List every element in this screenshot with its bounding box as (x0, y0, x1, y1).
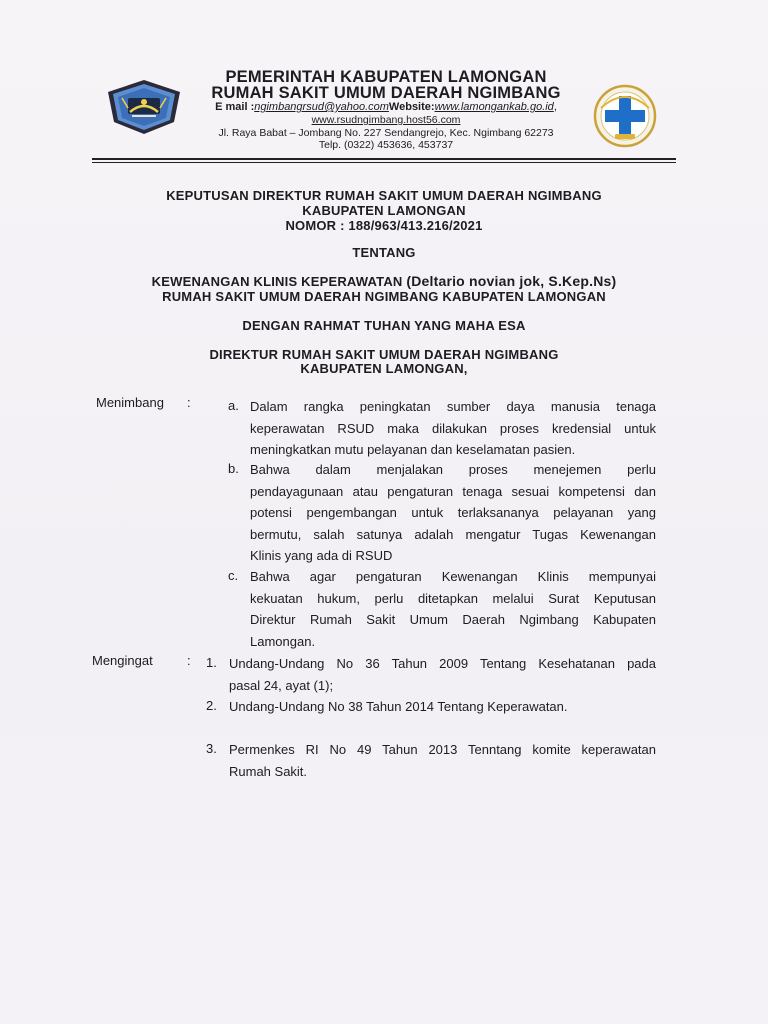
menimbang-item-b (250, 459, 656, 567)
menimbang-label: Menimbang (96, 395, 164, 410)
letterhead-divider-thick (92, 158, 676, 160)
tentang-heading: TENTANG (352, 245, 416, 260)
mengingat-item-3 (229, 739, 656, 782)
decision-title: KEPUTUSAN DIREKTUR RUMAH SAKIT UMUM DAERAH NGIMBANG (166, 188, 602, 203)
director-heading-regency: KABUPATEN LAMONGAN, (300, 361, 468, 376)
mengingat-colon: : (187, 653, 191, 668)
invocation-line: DENGAN RAHMAT TUHAN YANG MAHA ESA (242, 318, 526, 333)
letterhead-contact-line (186, 101, 586, 113)
text-line: keperawatan RSUD maka dilakukan proses kredensial untuk (250, 420, 656, 436)
text-line: potensi pengembangan untuk terlaksananya pelayanan yang (250, 505, 656, 520)
text-line: Undang-Undang No 36 Tahun 2009 Tentang Kesehatanan pada (229, 656, 656, 671)
decision-subject (100, 273, 668, 289)
text-line: Bahwa dalam menjalakan proses menejemen perlu (250, 462, 656, 477)
text-line: Lamongan. (250, 633, 316, 649)
director-heading: DIREKTUR RUMAH SAKIT UMUM DAERAH NGIMBANG (209, 347, 559, 362)
text-line: pendayagunaan atau pengaturan tenaga sesuai kompetensi dan (250, 483, 656, 499)
mengingat-marker-2: 2. (206, 698, 217, 713)
email-value[interactable]: ngimbangrsud@yahoo.com (254, 101, 389, 113)
letterhead-divider-thin (92, 162, 676, 163)
menimbang-item-a (250, 396, 656, 461)
decision-subject-name: (Deltario novian jok, S.Kep.Ns) (406, 273, 617, 289)
menimbang-marker-a: a. (228, 398, 239, 413)
menimbang-colon: : (187, 395, 191, 410)
decision-title-regency: KABUPATEN LAMONGAN (302, 203, 466, 218)
menimbang-marker-b: b. (228, 461, 239, 476)
mengingat-marker-1: 1. (206, 655, 217, 670)
text-line: Undang-Undang No 38 Tahun 2014 Tentang Keperawatan. (229, 699, 568, 714)
text-line: Direktur Rumah Sakit Umum Daerah Ngimbang Kabupaten (250, 612, 656, 627)
letterhead-government-line: PEMERINTAH KABUPATEN LAMONGAN (225, 68, 547, 86)
website-separator: , (553, 101, 557, 113)
hospital-blue-cross-emblem-icon (593, 84, 657, 148)
text-line: Dalam rangka peningkatan sumber daya manusia tenaga (250, 399, 656, 414)
mengingat-item-2 (229, 696, 656, 718)
mengingat-item-1 (229, 653, 656, 696)
text-line: Permenkes RI No 49 Tahun 2013 Tenntang komite keperawatan (229, 742, 656, 757)
mengingat-label: Mengingat (92, 653, 153, 668)
website-label: Website: (388, 101, 435, 113)
decision-subject-institution: RUMAH SAKIT UMUM DAERAH NGIMBANG KABUPATEN LAMONGAN (162, 289, 606, 304)
mengingat-marker-3: 3. (206, 741, 217, 756)
decision-subject-prefix: KEWENANGAN KLINIS KEPERAWATAN (151, 274, 407, 289)
decision-number: NOMOR : 188/963/413.216/2021 (285, 218, 483, 233)
menimbang-marker-c: c. (228, 568, 239, 583)
text-line: Rumah Sakit. (229, 763, 308, 779)
website-value[interactable]: www.lamongankab.go.id (434, 101, 554, 113)
letterhead-phone: Telp. (0322) 453636, 453737 (318, 139, 454, 151)
text-line: Klinis yang ada di RSUD (250, 548, 393, 563)
text-line: pasal 24, ayat (1); (229, 677, 334, 693)
email-label: E mail : (215, 101, 255, 113)
text-line: Bahwa agar pengaturan Kewenangan Klinis mempunyai (250, 569, 656, 584)
text-line: kekuatan hukum, perlu ditetapkan melalui Surat Keputusan (250, 590, 656, 606)
menimbang-item-c (250, 566, 656, 652)
text-line: meningkatkan mutu pelayanan dan keselamatan pasien. (250, 442, 576, 457)
text-line: bermutu, salah satunya adalah mengatur Tugas Kewenangan (250, 526, 656, 542)
letterhead-hospital-name: RUMAH SAKIT UMUM DAERAH NGIMBANG (211, 84, 561, 102)
letterhead-address: Jl. Raya Babat – Jombang No. 227 Sendangrejo, Kec. Ngimbang 62273 (218, 127, 554, 139)
lamongan-regency-seal-icon (104, 78, 184, 136)
letterhead-website2[interactable]: www.rsudngimbang.host56.com (311, 114, 461, 126)
